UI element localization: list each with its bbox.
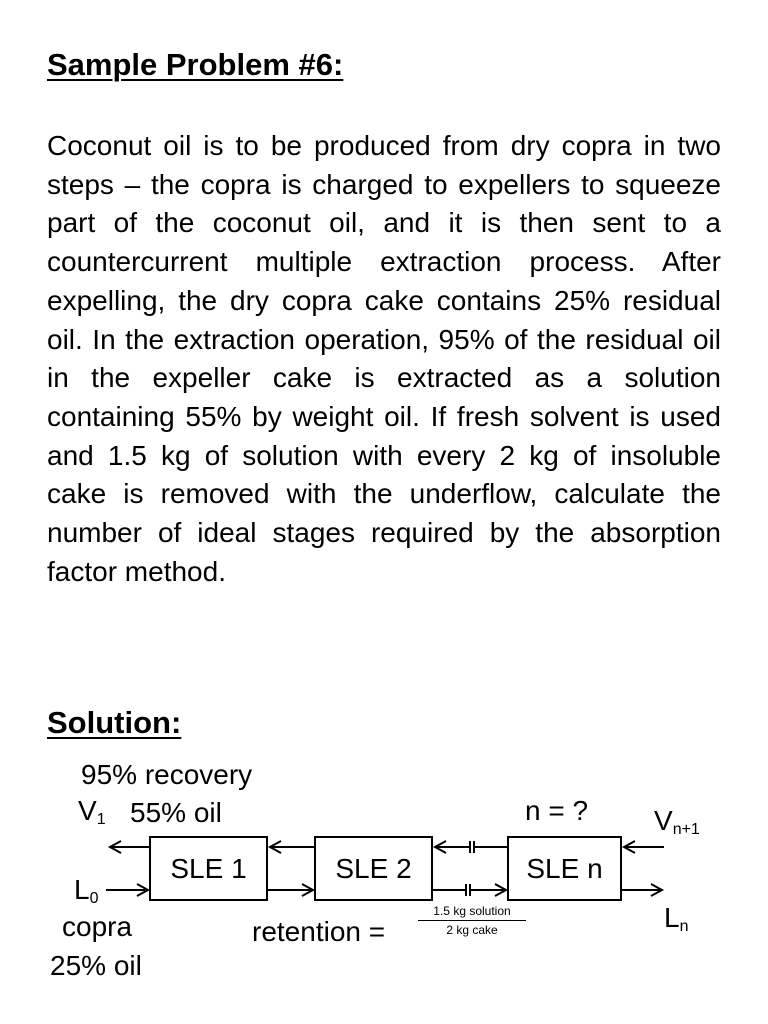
stage-sle-n: SLE n <box>507 836 622 901</box>
stage-count-label: n = ? <box>525 795 589 826</box>
retention-numerator: 1.5 kg solution <box>418 905 526 921</box>
retention-label: retention = <box>252 916 386 947</box>
stage-sle-1: SLE 1 <box>149 836 268 901</box>
arrow-vn1-in <box>624 841 664 853</box>
problem-statement: Coconut oil is to be produced from dry copra in two steps – the copra is charged to expellers to squeeze part of the coconut oil, and it is then sent to a countercurrent multiple extraction process. After expelling, the dry copra cake contains 25% residual oil. In the extraction operation, 95% of the residual oil in the expeller cake is extracted as a solution containing 55% by weight oil. If fresh solvent is used and 1.5 kg of solution with every 2 kg of insoluble cake is removed with the underflow, calculate the number of ideal stages required by the absorption factor method. <box>47 130 721 587</box>
arrow-n-to-2 <box>435 841 507 853</box>
arrow-v1-out <box>110 841 149 853</box>
v1-oil-label: 55% oil <box>130 797 222 828</box>
l0-label: $L_0$ <box>74 874 99 907</box>
arrow-2-to-1 <box>270 841 314 853</box>
arrow-ln-out <box>622 884 662 896</box>
vn1-label: $V_{n+1}$ <box>654 805 700 838</box>
arrow-2-to-n <box>433 884 506 896</box>
arrow-l0-in <box>106 884 148 896</box>
v1-label: $V_1$ <box>78 795 106 828</box>
ln-label: $L_n$ <box>664 902 689 935</box>
solution-heading: Solution: <box>47 705 182 740</box>
retention-denominator: 2 kg cake <box>446 923 498 937</box>
recovery-label: 95% recovery <box>81 759 253 790</box>
stage-sle-2: SLE 2 <box>314 836 433 901</box>
page-title: Sample Problem #6: <box>47 47 344 82</box>
arrow-1-to-2 <box>268 884 313 896</box>
feed-name-label: copra <box>62 911 133 942</box>
feed-oil-label: 25% oil <box>50 950 142 981</box>
